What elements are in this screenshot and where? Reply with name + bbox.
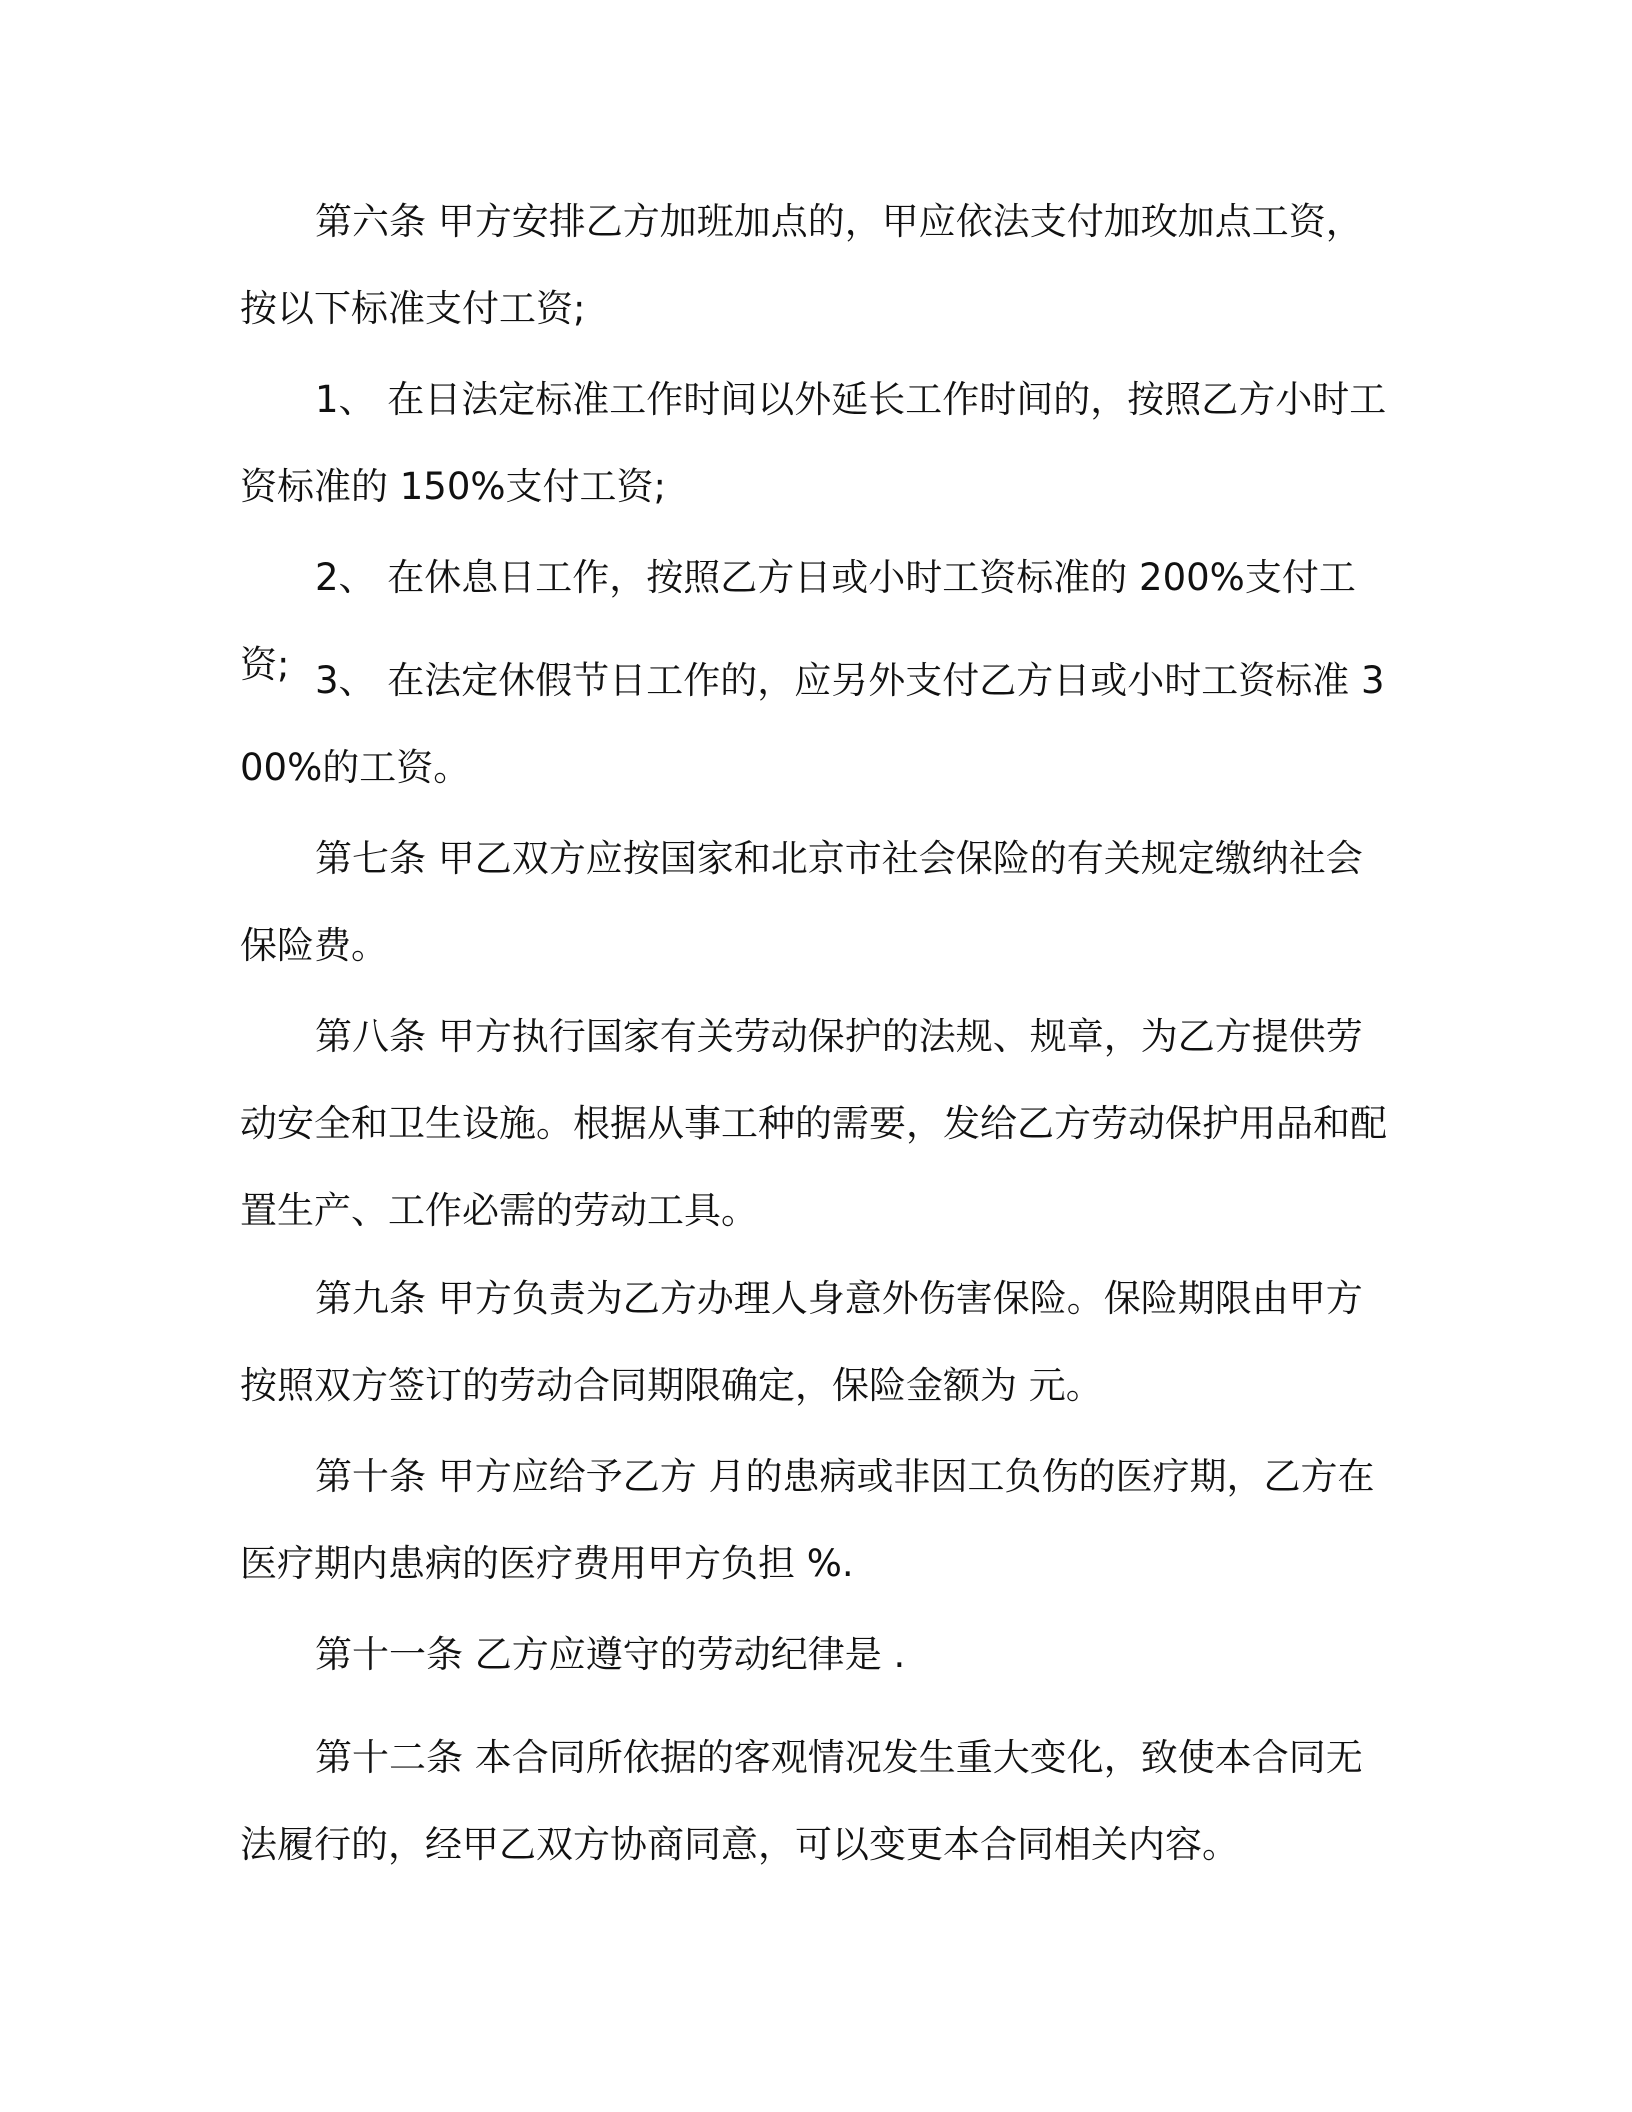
article-9-paragraph: 第九条 甲方负责为乙方办理人身意外伤害保险。保险期限由甲方按照双方签订的劳动合同期限确定，保险金额为 元。 — [240, 1277, 1363, 1407]
article-7-paragraph: 第七条 甲乙双方应按国家和北京市社会保险的有关规定缴纳社会保险费。 — [240, 837, 1363, 967]
article-8-paragraph: 第八条 甲方执行国家有关劳动保护的法规、规章，为乙方提供劳动安全和卫生设施。根据从事工种的需要，发给乙方劳动保护用品和配置生产、工作必需的劳动工具。 — [240, 1015, 1387, 1232]
article-6-item-1-paragraph: 1、 在日法定标准工作时间以外延长工作时间的，按照乙方小时工资标准的 150%支付工资; — [240, 378, 1387, 508]
article-6-item-3-paragraph: 3、 在法定休假节日工作的，应另外支付乙方日或小时工资标准 300%的工资。 — [240, 659, 1385, 789]
article-6-paragraph: 第六条 甲方安排乙方加班加点的，甲应依法支付加玫加点工资，按以下标准支付工资; — [240, 200, 1363, 330]
article-6-item-2-paragraph: 2、 在休息日工作，按照乙方日或小时工资标准的 200%支付工资; — [240, 556, 1356, 686]
article-12-paragraph: 第十二条 本合同所依据的客观情况发生重大变化，致使本合同无法履行的，经甲乙双方协商同意，可以变更本合同相关内容。 — [240, 1736, 1363, 1866]
article-10-paragraph: 第十条 甲方应给予乙方 月的患病或非因工负伤的医疗期，乙方在医疗期内患病的医疗费用甲方负担 %. — [240, 1455, 1375, 1585]
article-11-paragraph: 第十一条 乙方应遵守的劳动纪律是 . — [315, 1633, 906, 1676]
